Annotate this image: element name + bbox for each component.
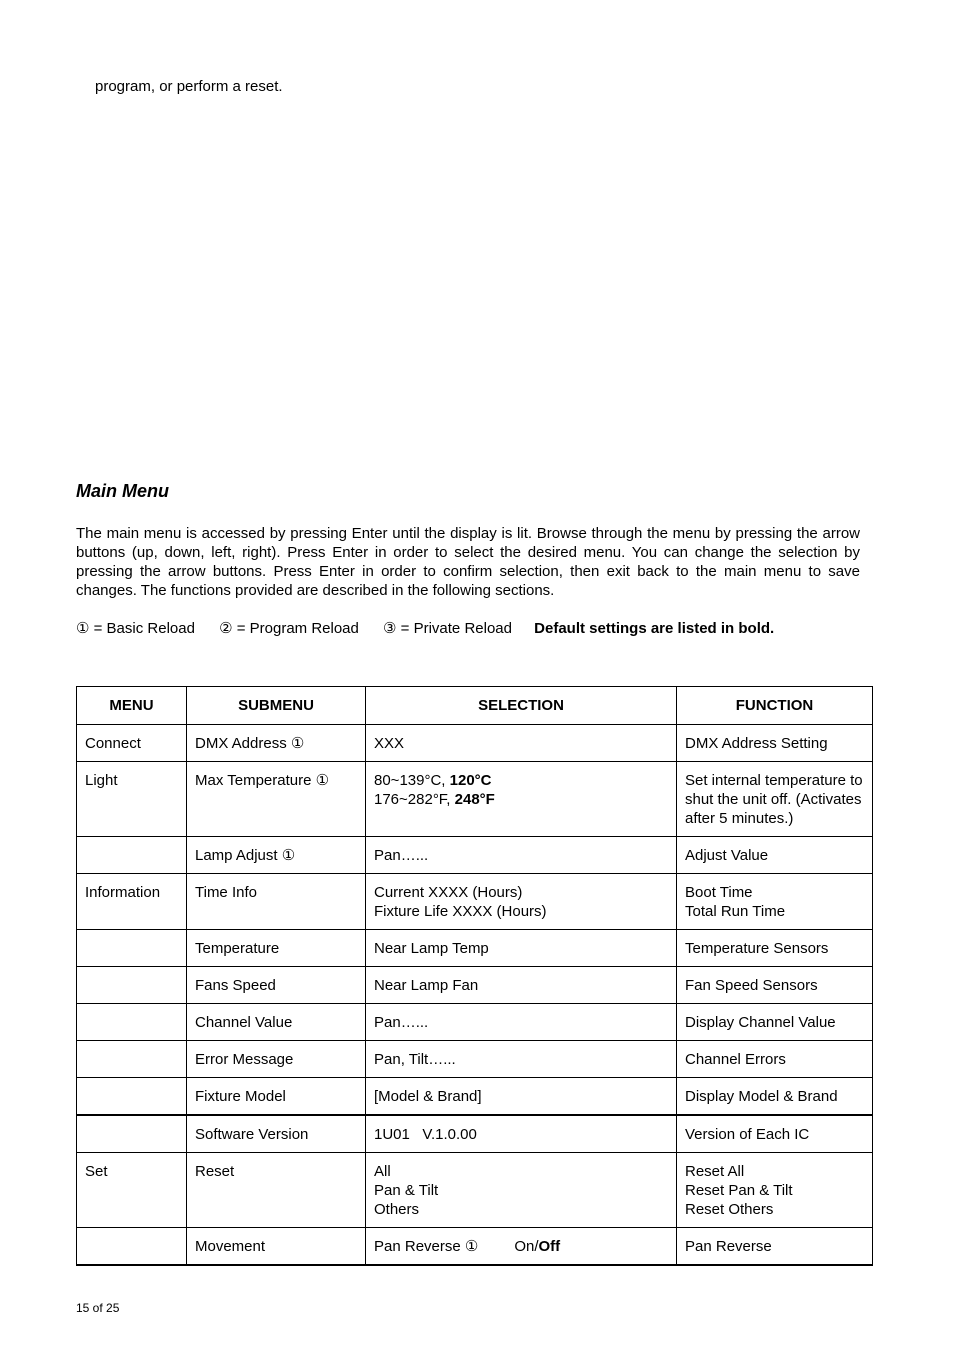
function-line: Boot Time [685,884,753,901]
selection-line: Pan & Tilt [374,1182,439,1199]
cell-menu [77,1115,187,1153]
cell-function [677,930,873,967]
cell-menu [77,967,187,1004]
table-row [77,1115,873,1153]
legend-program-reload: ② = Program Reload [219,620,359,637]
cell-submenu: Fixture Model [187,1078,366,1116]
selection-line: Others [374,1201,420,1218]
cell-function [677,1153,873,1228]
cell-function [677,1041,873,1078]
cell-menu [77,1078,187,1116]
selection-line: Near Lamp Temp [374,940,489,957]
cell-selection [366,967,677,1004]
cell-menu: Set [77,1153,187,1228]
function-line: Reset Pan & Tilt [685,1182,793,1199]
cell-function [677,1004,873,1041]
table-row [77,874,873,930]
header-menu: MENU [77,687,187,725]
cell-function [677,874,873,930]
table-row [77,837,873,874]
cell-function [677,762,873,837]
function-line: Total Run Time [685,903,786,920]
cell-submenu: Lamp Adjust ① [187,837,366,874]
selection-line: Current XXXX (Hours) [374,884,523,901]
selection-line: Fixture Life XXXX (Hours) [374,903,547,920]
cell-submenu: Time Info [187,874,366,930]
selection-line: Pan, Tilt…... [374,1051,456,1068]
legend-basic-reload: ① = Basic Reload [76,620,195,637]
table-row [77,1004,873,1041]
cell-selection [366,837,677,874]
table-row [77,1041,873,1078]
header-submenu: SUBMENU [187,687,366,725]
function-line: Adjust Value [685,847,769,864]
cell-menu: Information [77,874,187,930]
selection-line: Pan…... [374,847,429,864]
cell-function [677,725,873,762]
cell-menu [77,930,187,967]
selection-line: 1U01 V.1.0.00 [374,1126,477,1143]
cell-submenu: Error Message [187,1041,366,1078]
table-row [77,930,873,967]
header-function: FUNCTION [677,687,873,725]
selection-line: Near Lamp Fan [374,977,479,994]
cell-submenu: DMX Address ① [187,725,366,762]
cell-selection [366,930,677,967]
cell-selection [366,1115,677,1153]
movement-option-off-default: Off [538,1238,561,1255]
cell-menu [77,1228,187,1266]
function-line: Version of Each IC [685,1126,810,1143]
header-selection: SELECTION [366,687,677,725]
function-line: Pan Reverse [685,1238,772,1255]
cell-submenu: Fans Speed [187,967,366,1004]
selection-line [374,771,668,790]
selection-range-fahrenheit: 176~282°F, [374,791,455,808]
selection-line: [Model & Brand] [374,1088,482,1105]
function-line: Reset All [685,1163,745,1180]
cell-submenu: Movement [187,1228,366,1266]
cell-function [677,1078,873,1116]
cell-selection [366,762,677,837]
cell-menu: Light [77,762,187,837]
cell-menu: Connect [77,725,187,762]
movement-option-label: Pan Reverse ① [374,1238,479,1255]
legend-private-reload: ③ = Private Reload [383,620,512,637]
cell-submenu: Max Temperature ① [187,762,366,837]
function-line: DMX Address Setting [685,735,828,752]
function-line: Display Model & Brand [685,1088,838,1105]
cell-menu [77,1004,187,1041]
function-line: Display Channel Value [685,1014,836,1031]
function-line: Reset Others [685,1201,774,1218]
selection-line: Pan…... [374,1014,429,1031]
selection-range-celsius: 80~139°C, [374,772,450,789]
movement-option-on: On/ [514,1238,539,1255]
cell-function [677,837,873,874]
legend-default-note: Default settings are listed in bold. [534,620,775,637]
cell-submenu: Software Version [187,1115,366,1153]
selection-line: All [374,1163,391,1180]
cell-selection [366,1153,677,1228]
selection-default-celsius: 120°C [449,772,492,789]
selection-default-fahrenheit: 248°F [454,791,495,808]
cell-function [677,1228,873,1266]
cell-selection [366,1078,677,1116]
cell-menu [77,837,187,874]
table-header-row [77,687,873,725]
function-line: Set internal temperature to shut the unit off. (Activates after 5 minutes.) [685,772,863,827]
intro-text: program, or perform a reset. [95,78,283,95]
cell-menu [77,1041,187,1078]
function-line: Channel Errors [685,1051,786,1068]
cell-submenu: Reset [187,1153,366,1228]
cell-selection [366,1228,677,1266]
cell-selection [366,1004,677,1041]
table-row [77,967,873,1004]
table-row [77,762,873,837]
selection-line [374,790,668,809]
table-row [77,725,873,762]
function-line: Temperature Sensors [685,940,829,957]
cell-function [677,1115,873,1153]
cell-selection [366,874,677,930]
reload-legend [76,620,876,638]
table-row [77,1153,873,1228]
cell-selection [366,1041,677,1078]
cell-submenu: Channel Value [187,1004,366,1041]
main-menu-table [76,686,873,1266]
function-line: Fan Speed Sensors [685,977,818,994]
selection-line: XXX [374,735,405,752]
section-title: Main Menu [76,481,169,501]
table-row [77,1078,873,1116]
selection-line [374,1237,668,1256]
cell-function [677,967,873,1004]
page-number: 15 of 25 [76,1301,120,1315]
section-body: The main menu is accessed by pressing Enter until the display is lit. Browse through the menu by pressing the arrow buttons (up, down, left, right). Press Enter in order to select the desired menu. You can change the selection by pressing the arrow buttons. Press Enter in order to confirm selection, then exit back to the main menu to save changes. The functions provided are described in the following sections. [76,525,860,599]
cell-selection [366,725,677,762]
cell-submenu: Temperature [187,930,366,967]
table-row [77,1228,873,1266]
